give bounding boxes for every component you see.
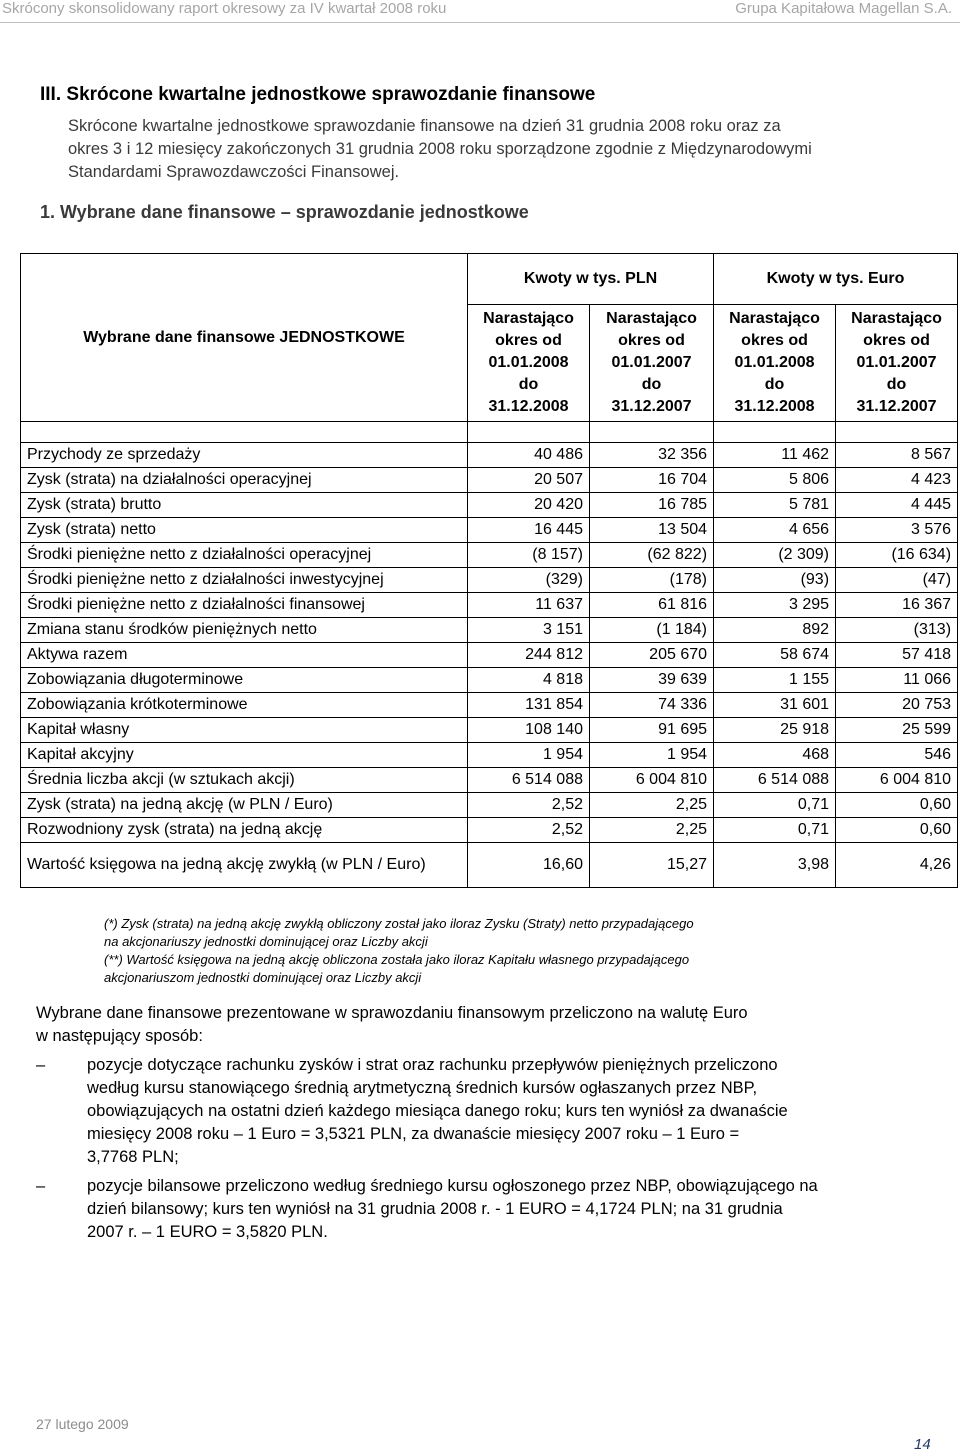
- bullet-line: 3,7768 PLN;: [87, 1148, 179, 1166]
- column-header: [468, 305, 590, 422]
- bullet-line: 2007 r. – 1 EURO = 3,5820 PLN.: [87, 1223, 328, 1241]
- table-row: [21, 743, 958, 768]
- row-value: 4 445: [836, 493, 958, 518]
- column-header-line: Narastająco: [729, 310, 820, 327]
- financial-data-table: [20, 253, 958, 888]
- row-label: Rozwodniony zysk (strata) na jedną akcję: [21, 818, 468, 843]
- column-header-line: 31.12.2008: [734, 398, 815, 415]
- row-value: (93): [714, 568, 836, 593]
- row-label: Kapitał własny: [21, 718, 468, 743]
- row-value: 57 418: [836, 643, 958, 668]
- column-header-line: do: [764, 376, 785, 393]
- table-row: [21, 518, 958, 543]
- row-value: 39 639: [590, 668, 714, 693]
- row-value: 20 507: [468, 468, 590, 493]
- subsection-title: 1. Wybrane dane finansowe – sprawozdanie jednostkowe: [40, 202, 529, 222]
- currency-conversion-section: [36, 1002, 940, 1244]
- section-intro: [68, 115, 940, 184]
- row-value: (47): [836, 568, 958, 593]
- table-row: [21, 568, 958, 593]
- bullet-dash-icon: –: [36, 1177, 46, 1195]
- row-value: (1 184): [590, 618, 714, 643]
- column-header-line: okres od: [618, 332, 685, 349]
- row-label: Zysk (strata) na jedną akcję (w PLN / Euro): [21, 793, 468, 818]
- footnote-line: na akcjonariuszy jednostki dominującej oraz Liczby akcji: [104, 934, 428, 949]
- footnote-line: (**) Wartość księgowa na jedną akcję obliczona została jako iloraz Kapitału własnego przypadającego: [104, 952, 690, 967]
- table-spacer-row: [21, 422, 958, 443]
- row-value: 6 004 810: [590, 768, 714, 793]
- intro-line: Standardami Sprawozdawczości Finansowej.: [68, 163, 400, 181]
- spacer-cell: [21, 422, 468, 443]
- row-value: 131 854: [468, 693, 590, 718]
- row-value: 1 155: [714, 668, 836, 693]
- conversion-bullet: [36, 1175, 940, 1244]
- row-value: 11 637: [468, 593, 590, 618]
- row-label: Zysk (strata) brutto: [21, 493, 468, 518]
- table-row: [21, 718, 958, 743]
- row-value: 16 445: [468, 518, 590, 543]
- bullet-dash-icon: –: [36, 1056, 46, 1074]
- bullet-line: pozycje bilansowe przeliczono według średniego kursu ogłoszonego przez NBP, obowiązującego na: [87, 1177, 818, 1195]
- row-value: 0,71: [714, 793, 836, 818]
- row-value: (313): [836, 618, 958, 643]
- row-value: 2,52: [468, 793, 590, 818]
- row-value: 0,71: [714, 818, 836, 843]
- row-value: 6 514 088: [468, 768, 590, 793]
- column-header-line: do: [518, 376, 539, 393]
- row-value: (178): [590, 568, 714, 593]
- row-value: 3 576: [836, 518, 958, 543]
- row-value: 2,25: [590, 818, 714, 843]
- intro-line: Skrócone kwartalne jednostkowe sprawozdanie finansowe na dzień 31 grudnia 2008 roku oraz za: [68, 117, 781, 135]
- table-row: [21, 493, 958, 518]
- header-divider: [0, 22, 960, 23]
- row-label: Środki pieniężne netto z działalności inwestycyjnej: [21, 568, 468, 593]
- row-value: 16 367: [836, 593, 958, 618]
- footer-date: 27 lutego 2009: [36, 1416, 129, 1432]
- row-value: 5 781: [714, 493, 836, 518]
- bullet-line: pozycje dotyczące rachunku zysków i strat oraz rachunku przepływów pieniężnych przeliczono: [87, 1056, 778, 1074]
- row-value: 40 486: [468, 443, 590, 468]
- row-value: 20 753: [836, 693, 958, 718]
- row-value: 3,98: [714, 843, 836, 888]
- bullet-line: obowiązujących na ostatni dzień każdego miesiąca danego roku; kurs ten wyniósł za dwanaście: [87, 1102, 788, 1120]
- footnote-line: akcjonariuszom jednostki dominującej oraz Liczby akcji: [104, 970, 422, 985]
- column-header-line: do: [886, 376, 907, 393]
- row-value: 468: [714, 743, 836, 768]
- column-header: [836, 305, 958, 422]
- row-label: Zobowiązania krótkoterminowe: [21, 693, 468, 718]
- table-row: [21, 543, 958, 568]
- column-header-line: 01.01.2008: [734, 354, 815, 371]
- table-row: [21, 668, 958, 693]
- group-header-pln: Kwoty w tys. PLN: [468, 254, 714, 305]
- row-value: 244 812: [468, 643, 590, 668]
- row-value: 13 504: [590, 518, 714, 543]
- row-label: Zysk (strata) netto: [21, 518, 468, 543]
- table-row: [21, 593, 958, 618]
- column-header-line: Narastająco: [606, 310, 697, 327]
- row-value: (2 309): [714, 543, 836, 568]
- row-value: 1 954: [468, 743, 590, 768]
- row-value: 1 954: [590, 743, 714, 768]
- header-company-name: Grupa Kapitałowa Magellan S.A.: [735, 0, 952, 17]
- row-value: 892: [714, 618, 836, 643]
- conversion-intro-line: Wybrane dane finansowe prezentowane w sprawozdaniu finansowym przeliczono na walutę Euro: [36, 1004, 748, 1022]
- spacer-cell: [836, 422, 958, 443]
- table-row: [21, 618, 958, 643]
- table-footnotes: [104, 915, 864, 987]
- row-value: 2,52: [468, 818, 590, 843]
- row-label: Zmiana stanu środków pieniężnych netto: [21, 618, 468, 643]
- row-value: 546: [836, 743, 958, 768]
- section-title: III. Skrócone kwartalne jednostkowe sprawozdanie finansowe: [40, 84, 596, 105]
- row-value: (8 157): [468, 543, 590, 568]
- table-row: [21, 768, 958, 793]
- column-header-line: 01.01.2007: [611, 354, 692, 371]
- row-label: Aktywa razem: [21, 643, 468, 668]
- row-label: Środki pieniężne netto z działalności finansowej: [21, 593, 468, 618]
- group-header-eur: Kwoty w tys. Euro: [714, 254, 958, 305]
- row-value: 108 140: [468, 718, 590, 743]
- row-value: 11 462: [714, 443, 836, 468]
- spacer-cell: [590, 422, 714, 443]
- bullet-line: miesięcy 2008 roku – 1 Euro = 3,5321 PLN, za dwanaście miesięcy 2007 roku – 1 Euro =: [87, 1125, 740, 1143]
- header-report-title: Skrócony skonsolidowany raport okresowy za IV kwartał 2008 roku: [2, 0, 447, 17]
- column-header-line: 31.12.2007: [611, 398, 692, 415]
- bullet-line: dzień bilansowy; kurs ten wyniósł na 31 grudnia 2008 r. - 1 EURO = 4,1724 PLN; na 31 grudnia: [87, 1200, 783, 1218]
- conversion-intro-line: w następujący sposób:: [36, 1027, 203, 1045]
- table-row: [21, 793, 958, 818]
- row-value: 4 656: [714, 518, 836, 543]
- row-header-cell: Wybrane dane finansowe JEDNOSTKOWE: [21, 254, 468, 422]
- row-value: 91 695: [590, 718, 714, 743]
- row-value: 32 356: [590, 443, 714, 468]
- row-value: 11 066: [836, 668, 958, 693]
- row-value: 58 674: [714, 643, 836, 668]
- page-number: 14: [914, 1436, 931, 1453]
- row-value: 61 816: [590, 593, 714, 618]
- row-label: Zobowiązania długoterminowe: [21, 668, 468, 693]
- conversion-bullet: [36, 1054, 940, 1169]
- row-label: Wartość księgowa na jedną akcję zwykłą (w PLN / Euro): [21, 843, 468, 888]
- column-header-line: okres od: [863, 332, 930, 349]
- column-header-line: 01.01.2008: [488, 354, 569, 371]
- row-value: 16 785: [590, 493, 714, 518]
- column-header-line: Narastająco: [483, 310, 574, 327]
- row-value: 4,26: [836, 843, 958, 888]
- row-value: 15,27: [590, 843, 714, 888]
- page-header: [0, 0, 960, 22]
- row-value: 2,25: [590, 793, 714, 818]
- column-header: [590, 305, 714, 422]
- row-value: 4 423: [836, 468, 958, 493]
- row-value: 8 567: [836, 443, 958, 468]
- row-value: 5 806: [714, 468, 836, 493]
- row-label: Zysk (strata) na działalności operacyjnej: [21, 468, 468, 493]
- row-value: 16,60: [468, 843, 590, 888]
- column-header: [714, 305, 836, 422]
- row-label: Przychody ze sprzedaży: [21, 443, 468, 468]
- row-value: (329): [468, 568, 590, 593]
- row-value: 25 918: [714, 718, 836, 743]
- row-value: 205 670: [590, 643, 714, 668]
- column-header-line: 31.12.2008: [488, 398, 569, 415]
- row-label: Średnia liczba akcji (w sztukach akcji): [21, 768, 468, 793]
- table-row: [21, 443, 958, 468]
- row-label: Środki pieniężne netto z działalności operacyjnej: [21, 543, 468, 568]
- column-header-line: do: [641, 376, 662, 393]
- column-header-line: okres od: [495, 332, 562, 349]
- table-row: [21, 468, 958, 493]
- row-value: 6 514 088: [714, 768, 836, 793]
- row-value: 4 818: [468, 668, 590, 693]
- spacer-cell: [468, 422, 590, 443]
- column-header-line: 01.01.2007: [856, 354, 937, 371]
- row-value: (16 634): [836, 543, 958, 568]
- row-value: 6 004 810: [836, 768, 958, 793]
- row-value: 25 599: [836, 718, 958, 743]
- column-header-line: Narastająco: [851, 310, 942, 327]
- row-value: 20 420: [468, 493, 590, 518]
- row-value: 31 601: [714, 693, 836, 718]
- row-label: Kapitał akcyjny: [21, 743, 468, 768]
- row-value: 0,60: [836, 793, 958, 818]
- table-row: [21, 818, 958, 843]
- column-header-line: okres od: [741, 332, 808, 349]
- row-value: 16 704: [590, 468, 714, 493]
- row-value: (62 822): [590, 543, 714, 568]
- bullet-line: według kursu stanowiącego średnią arytmetyczną średnich kursów ogłaszanych przez NBP,: [87, 1079, 758, 1097]
- row-value: 3 151: [468, 618, 590, 643]
- table-row: [21, 643, 958, 668]
- row-value: 74 336: [590, 693, 714, 718]
- row-value: 3 295: [714, 593, 836, 618]
- table-row: [21, 693, 958, 718]
- footnote-line: (*) Zysk (strata) na jedną akcję zwykłą obliczony został jako iloraz Zysku (Straty) netto przypadającego: [104, 916, 694, 931]
- spacer-cell: [714, 422, 836, 443]
- table-row: [21, 843, 958, 888]
- intro-line: okres 3 i 12 miesięcy zakończonych 31 grudnia 2008 roku sporządzone zgodnie z Międzynarodowymi: [68, 140, 812, 158]
- column-header-line: 31.12.2007: [856, 398, 937, 415]
- row-value: 0,60: [836, 818, 958, 843]
- table-header-row: [21, 254, 958, 305]
